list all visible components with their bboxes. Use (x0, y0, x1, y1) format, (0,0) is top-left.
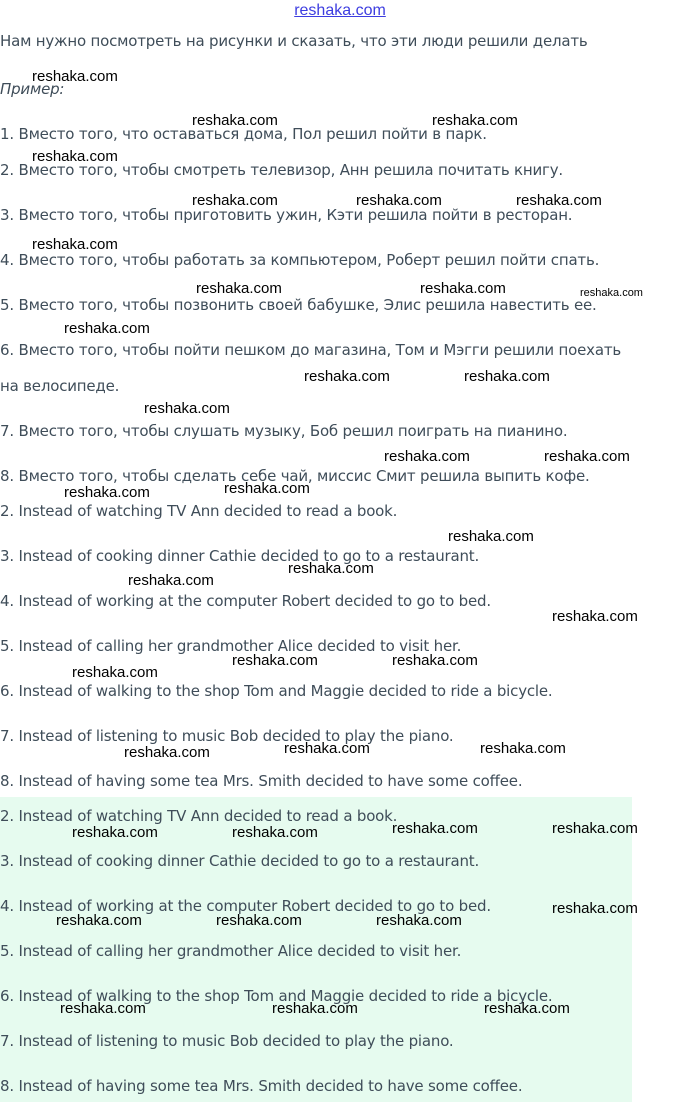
answer-line: 7. Instead of listening to music Bob decided to play the piano. (0, 1032, 454, 1050)
watermark: reshaka.com (32, 148, 118, 165)
watermark: reshaka.com (144, 400, 230, 417)
english-line: 7. Instead of listening to music Bob decided to play the piano. (0, 727, 454, 745)
watermark: reshaka.com (32, 68, 118, 85)
watermark: reshaka.com (192, 192, 278, 209)
answer-line: 6. Instead of walking to the shop Tom and Maggie decided to ride a bicycle. (0, 987, 553, 1005)
english-line: 8. Instead of having some tea Mrs. Smith decided to have some coffee. (0, 772, 523, 790)
watermark: reshaka.com (124, 744, 210, 761)
watermark: reshaka.com (432, 112, 518, 129)
answer-line: 3. Instead of cooking dinner Cathie decided to go to a restaurant. (0, 852, 480, 870)
russian-line: 2. Вместо того, чтобы смотреть телевизор, Анн решила почитать книгу. (0, 161, 563, 179)
watermark: reshaka.com (232, 652, 318, 669)
watermark: reshaka.com (580, 287, 643, 299)
watermark: reshaka.com (392, 820, 478, 837)
intro-text: Нам нужно посмотреть на рисунки и сказать, что эти люди решили делать (0, 32, 588, 50)
russian-line: на велосипеде. (0, 377, 120, 395)
watermark: reshaka.com (64, 320, 150, 337)
watermark: reshaka.com (196, 280, 282, 297)
russian-line: 5. Вместо того, чтобы позвонить своей бабушке, Элис решила навестить ее. (0, 296, 597, 314)
watermark: reshaka.com (224, 480, 310, 497)
watermark: reshaka.com (272, 1000, 358, 1017)
watermark: reshaka.com (464, 368, 550, 385)
watermark: reshaka.com (192, 112, 278, 129)
watermark: reshaka.com (56, 912, 142, 929)
russian-line: 7. Вместо того, чтобы слушать музыку, Боб решил поиграть на пианино. (0, 422, 568, 440)
watermark: reshaka.com (552, 900, 638, 917)
watermark: reshaka.com (480, 740, 566, 757)
answer-line: 8. Instead of having some tea Mrs. Smith decided to have some coffee. (0, 1077, 523, 1095)
russian-line: 6. Вместо того, чтобы пойти пешком до магазина, Том и Мэгги решили поехать (0, 341, 622, 359)
russian-line: 4. Вместо того, чтобы работать за компьютером, Роберт решил пойти спать. (0, 251, 600, 269)
watermark: reshaka.com (216, 912, 302, 929)
site-header-link[interactable]: reshaka.com (294, 2, 386, 19)
english-line: 2. Instead of watching TV Ann decided to read a book. (0, 502, 398, 520)
watermark: reshaka.com (392, 652, 478, 669)
watermark: reshaka.com (448, 528, 534, 545)
watermark: reshaka.com (288, 560, 374, 577)
watermark: reshaka.com (64, 484, 150, 501)
answer-line: 4. Instead of working at the computer Robert decided to go to bed. (0, 897, 491, 915)
watermark: reshaka.com (304, 368, 390, 385)
watermark: reshaka.com (544, 448, 630, 465)
watermark: reshaka.com (516, 192, 602, 209)
russian-line: 8. Вместо того, чтобы сделать себе чай, миссис Смит решила выпить кофе. (0, 467, 590, 485)
watermark: reshaka.com (60, 1000, 146, 1017)
watermark: reshaka.com (484, 1000, 570, 1017)
watermark: reshaka.com (72, 824, 158, 841)
watermark: reshaka.com (420, 280, 506, 297)
english-line: 3. Instead of cooking dinner Cathie decided to go to a restaurant. (0, 547, 480, 565)
watermark: reshaka.com (552, 608, 638, 625)
watermark: reshaka.com (128, 572, 214, 589)
answer-line: 5. Instead of calling her grandmother Alice decided to visit her. (0, 942, 462, 960)
watermark: reshaka.com (552, 820, 638, 837)
russian-line: 3. Вместо того, чтобы приготовить ужин, Кэти решила пойти в ресторан. (0, 206, 573, 224)
english-line: 6. Instead of walking to the shop Tom and Maggie decided to ride a bicycle. (0, 682, 553, 700)
watermark: reshaka.com (356, 192, 442, 209)
watermark: reshaka.com (284, 740, 370, 757)
watermark: reshaka.com (32, 236, 118, 253)
example-label: Пример: (0, 80, 65, 98)
english-line: 4. Instead of working at the computer Robert decided to go to bed. (0, 592, 491, 610)
watermark: reshaka.com (384, 448, 470, 465)
answer-line: 2. Instead of watching TV Ann decided to read a book. (0, 807, 398, 825)
watermark: reshaka.com (376, 912, 462, 929)
english-line: 5. Instead of calling her grandmother Alice decided to visit her. (0, 637, 462, 655)
watermark: reshaka.com (72, 664, 158, 681)
russian-line: 1. Вместо того, что оставаться дома, Пол решил пойти в парк. (0, 125, 487, 143)
watermark: reshaka.com (232, 824, 318, 841)
